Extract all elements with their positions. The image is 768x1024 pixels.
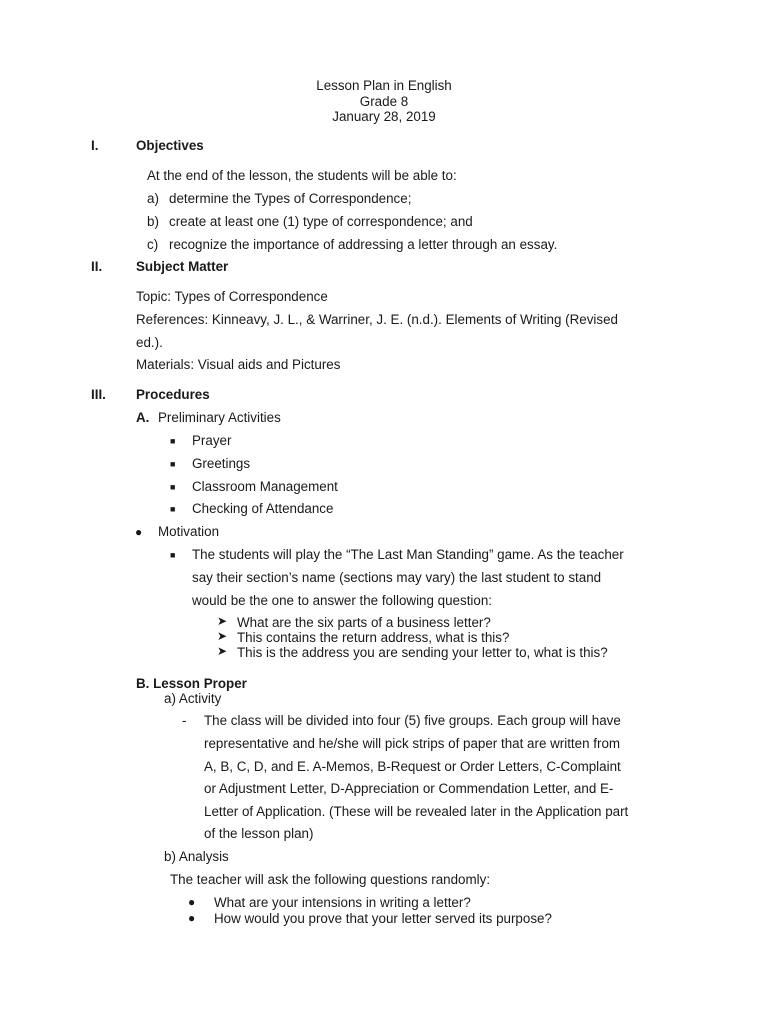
materials-line: Materials: Visual aids and Pictures <box>136 357 341 372</box>
document-date: January 28, 2019 <box>332 109 436 124</box>
subsection-b-heading: B. Lesson Proper <box>136 676 247 691</box>
analysis-label: b) Analysis <box>164 849 229 864</box>
motivation-text: say their section’s name (sections may vary) the last student to stand <box>192 570 602 585</box>
preliminary-item: Greetings <box>192 456 251 471</box>
square-bullet-icon: ■ <box>170 459 176 469</box>
motivation-text: The students will play the “The Last Man Standing” game. As the teacher <box>192 547 624 562</box>
subsection-a-title: Preliminary Activities <box>158 410 281 425</box>
motivation-label: Motivation <box>158 524 220 539</box>
activity-dash: - <box>182 713 187 728</box>
activity-label: a) Activity <box>164 691 222 706</box>
objective-marker: b) <box>147 214 159 229</box>
square-bullet-icon: ■ <box>170 482 176 492</box>
references-line: References: Kinneavy, J. L., & Warriner, J. E. (n.d.). Elements of Writing (Revised <box>136 312 618 327</box>
activity-text: or Adjustment Letter, D-Appreciation or Commendation Letter, and E- <box>204 781 614 796</box>
objective-item: recognize the importance of addressing a letter through an essay. <box>169 237 558 252</box>
section-heading-procedures: Procedures <box>136 387 210 402</box>
section-numeral-1: I. <box>91 138 99 153</box>
preliminary-item: Prayer <box>192 433 232 448</box>
motivation-text: would be the one to answer the following question: <box>192 593 493 608</box>
arrow-bullet-icon: ➤ <box>217 644 228 658</box>
activity-text: Letter of Application. (These will be revealed later in the Application part <box>204 804 629 819</box>
motivation-question: This is the address you are sending your letter to, what is this? <box>237 645 608 660</box>
motivation-question: This contains the return address, what is this? <box>237 630 510 645</box>
activity-text: of the lesson plan) <box>204 826 314 841</box>
arrow-bullet-icon: ➤ <box>217 614 228 628</box>
objectives-intro: At the end of the lesson, the students will be able to: <box>147 168 457 183</box>
references-line-continued: ed.). <box>136 335 163 350</box>
objective-marker: c) <box>147 237 159 252</box>
document-grade: Grade 8 <box>359 94 409 109</box>
section-heading-subject-matter: Subject Matter <box>136 259 229 274</box>
activity-text: The class will be divided into four (5) five groups. Each group will have <box>204 713 621 728</box>
round-bullet-icon: ● <box>188 911 196 925</box>
analysis-question: What are your intensions in writing a letter? <box>214 895 471 910</box>
motivation-question: What are the six parts of a business letter? <box>237 615 491 630</box>
square-bullet-icon: ■ <box>170 436 176 446</box>
analysis-intro: The teacher will ask the following questions randomly: <box>170 872 491 887</box>
preliminary-item: Checking of Attendance <box>192 501 334 516</box>
objective-marker: a) <box>147 191 159 206</box>
topic-line: Topic: Types of Correspondence <box>136 289 328 304</box>
square-bullet-icon: ■ <box>170 550 176 560</box>
square-bullet-icon: ■ <box>170 504 176 514</box>
preliminary-item: Classroom Management <box>192 479 338 494</box>
subsection-a-label: A. <box>136 410 150 425</box>
activity-text: A, B, C, D, and E. A-Memos, B-Request or Order Letters, C-Complaint <box>204 759 621 774</box>
round-bullet-icon: ● <box>188 895 196 909</box>
objective-item: determine the Types of Correspondence; <box>169 191 412 206</box>
round-bullet-icon: ● <box>135 525 143 539</box>
objective-item: create at least one (1) type of correspondence; and <box>169 214 473 229</box>
section-numeral-3: III. <box>91 387 106 402</box>
arrow-bullet-icon: ➤ <box>217 629 228 643</box>
activity-text: representative and he/she will pick strips of paper that are written from <box>204 736 621 751</box>
analysis-question: How would you prove that your letter served its purpose? <box>214 911 552 926</box>
section-numeral-2: II. <box>91 259 103 274</box>
section-heading-objectives: Objectives <box>136 138 204 153</box>
document-title: Lesson Plan in English <box>316 78 452 93</box>
